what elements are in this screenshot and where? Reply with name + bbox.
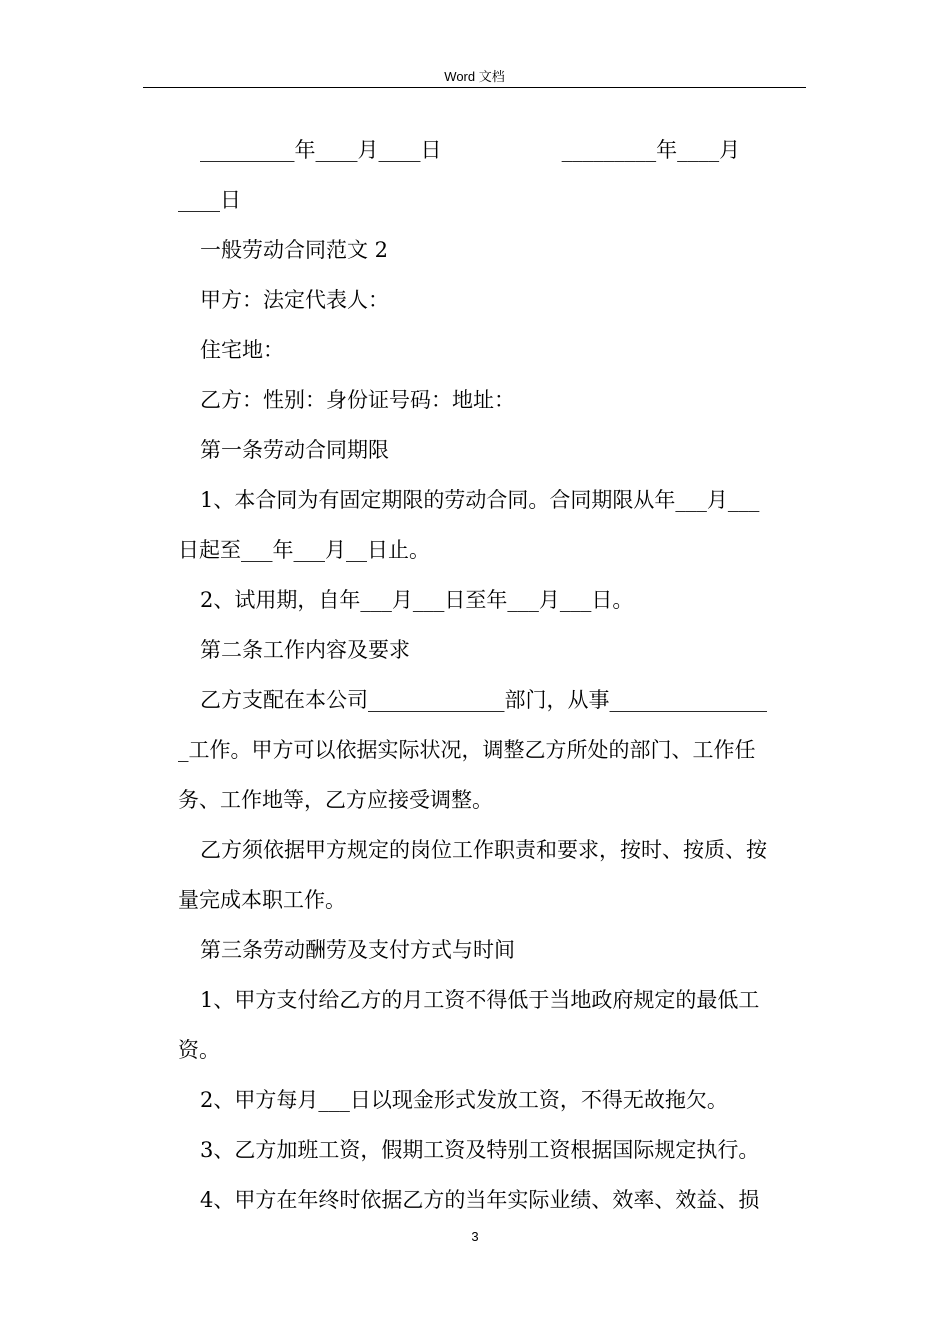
paragraph-line: 3、乙方加班工资，假期工资及特别工资根据国际规定执行。 <box>200 1138 760 1162</box>
paragraph-line: 4、甲方在年终时依据乙方的当年实际业绩、效率、效益、损 <box>200 1188 760 1212</box>
paragraph-line: 量完成本职工作。 <box>178 888 346 912</box>
signature-date-line: _________年____月____日 _________年____月 <box>200 138 741 162</box>
paragraph-line: 乙方支配在本公司_____________部门，从事_______________ <box>200 688 767 712</box>
paragraph-line: 乙方须依据甲方规定的岗位工作职责和要求，按时、按质、按 <box>200 838 767 862</box>
article-three-heading: 第三条劳动酬劳及支付方式与时间 <box>200 938 515 962</box>
paragraph-line: 务、工作地等，乙方应接受调整。 <box>178 788 493 812</box>
paragraph-line: 2、甲方每月___日以现金形式发放工资，不得无故拖欠。 <box>200 1088 728 1112</box>
document-body <box>178 125 800 1225</box>
header-divider <box>143 87 806 88</box>
paragraph-line: 2、试用期，自年___月___日至年___月___日。 <box>200 588 634 612</box>
party-a-line: 甲方：法定代表人： <box>200 288 389 312</box>
paragraph-line: 资。 <box>178 1038 220 1062</box>
page-header: Word 文档 <box>444 69 505 84</box>
party-b-line: 乙方：性别：身份证号码：地址： <box>200 388 515 412</box>
page-number: 3 <box>471 1229 479 1244</box>
paragraph-line: _工作。甲方可以依据实际状况，调整乙方所处的部门、工作任 <box>178 738 756 762</box>
article-two-heading: 第二条工作内容及要求 <box>200 638 410 662</box>
document-title: 一般劳动合同范文 2 <box>200 238 389 262</box>
residence-line: 住宅地： <box>200 338 284 362</box>
paragraph-line: 1、本合同为有固定期限的劳动合同。合同期限从年___月___ <box>200 488 760 512</box>
paragraph-line: 日起至___年___月__日止。 <box>178 538 430 562</box>
signature-date-continuation: ____日 <box>178 188 241 212</box>
article-one-heading: 第一条劳动合同期限 <box>200 438 389 462</box>
paragraph-line: 1、甲方支付给乙方的月工资不得低于当地政府规定的最低工 <box>200 988 760 1012</box>
